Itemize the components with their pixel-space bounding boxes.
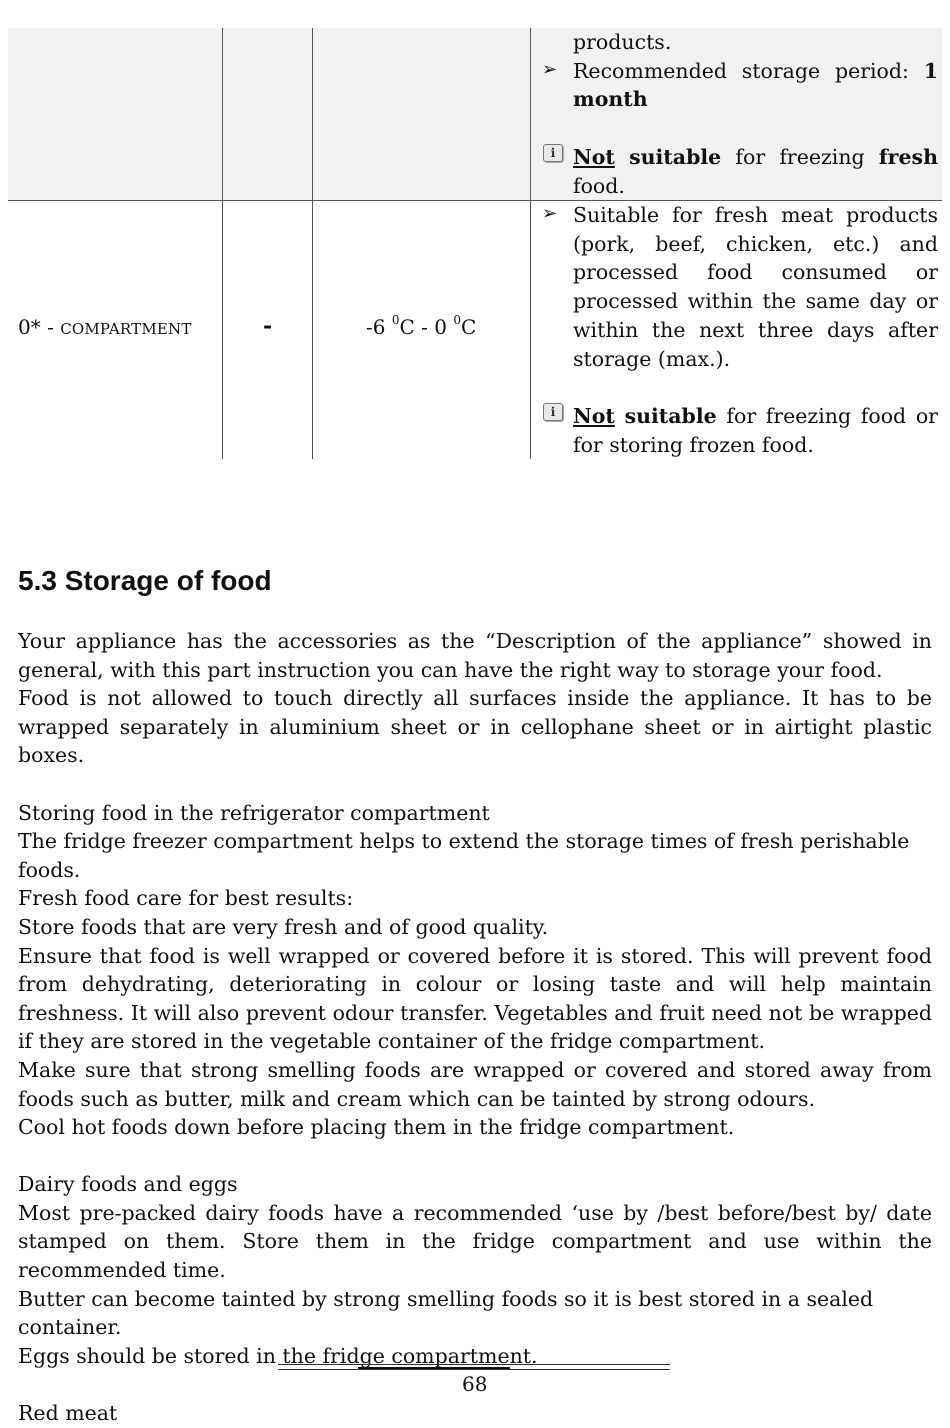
info-icon: i (543, 144, 563, 162)
info-icon: i (543, 403, 563, 421)
paragraph: Food is not allowed to touch directly all surfaces inside the appliance. It has to be wrapped separately in aluminium sheet or in cellophane sheet or in airtight plastic boxes. (18, 686, 932, 768)
degree-mark: 0 (391, 313, 400, 328)
storage-table (8, 28, 942, 459)
spacer (18, 1142, 932, 1171)
text-fragment: 0* - (18, 315, 61, 339)
text-line: products. (573, 30, 672, 54)
note-bold: suitable (624, 403, 717, 428)
text-line: (pork, beef, chicken, etc.) and (573, 231, 938, 256)
arrow-bullet-icon: ➢ (542, 59, 558, 80)
footer-divider (278, 1369, 670, 1370)
subheading: Storing food in the refrigerator compartment (18, 800, 490, 825)
text-fragment: Recommended storage period: (573, 58, 909, 83)
paragraph: Fresh food care for best results: (18, 886, 354, 911)
text-fragment: for freezing food or (726, 403, 938, 428)
column-divider (312, 28, 313, 459)
text-fragment: C - 0 (399, 315, 454, 339)
note-line (573, 143, 938, 172)
period-unit: month (573, 87, 648, 112)
paragraph: Your appliance has the accessories as the “Description of the appliance” showed in general, with this part instruction you can have the right way to storage your food. (18, 629, 932, 682)
section-heading: 5.3 Storage of food (18, 565, 272, 596)
spacer (573, 114, 938, 143)
column-divider (530, 28, 531, 459)
recommended-period-line (573, 57, 938, 86)
text-fragment: -6 (366, 315, 392, 339)
empty-value-dash: - (263, 313, 273, 339)
footer-divider (278, 1364, 670, 1365)
cell-continuation-text (573, 28, 938, 200)
paragraph: Cool hot foods down before placing them in the fridge compartment. (18, 1115, 735, 1140)
paragraph: Store foods that are very fresh and of good quality. (18, 914, 549, 939)
temperature-range (366, 315, 476, 339)
paragraph: The fridge freezer compartment helps to extend the storage times of fresh perishable foods. (18, 829, 910, 882)
subheading: Red meat (18, 1401, 118, 1426)
paragraph: Butter can become tainted by strong smelling foods so it is best stored in a sealed container. (18, 1286, 874, 1340)
arrow-bullet-icon: ➢ (542, 203, 558, 224)
text-line: for storing frozen food. (573, 432, 814, 457)
note-bold: suitable (629, 144, 722, 169)
paragraph: Ensure that food is well wrapped or covered before it is stored. This will prevent food from dehydrating, deteriorating in colour or losing taste and will help maintain freshness. It will also prevent odour transfer. Vegetables and fruit need not be wrapped if they are stored in the vegetable container of the fridge compartment. (18, 943, 932, 1054)
degree-mark: 0 (453, 313, 461, 328)
cell-description-text (573, 201, 938, 459)
paragraph: Most pre-packed dairy foods have a recommended ‘use by /best before/best by/ date stamped on them. Store them in the fridge compartment and use within the recommended time. (18, 1200, 932, 1283)
text-fragment: C (460, 315, 477, 339)
text-line: processed within the same day or (573, 289, 938, 314)
spacer (573, 373, 938, 402)
period-unit-line (573, 85, 938, 114)
note-line (573, 402, 938, 431)
paragraph: Eggs should be stored in the fridge compartment. (18, 1343, 538, 1368)
column-divider (222, 28, 223, 459)
note-emphasis: Not (573, 403, 615, 428)
text-line: storage (max.). (573, 346, 731, 371)
text-line: processed food consumed or (573, 260, 938, 285)
subheading: Dairy foods and eggs (18, 1172, 238, 1197)
spacer (18, 770, 932, 799)
text-fragment: COMPARTMENT (60, 320, 192, 338)
note-bold: fresh (878, 144, 938, 169)
note-emphasis: Not (573, 144, 615, 169)
compartment-name (18, 315, 192, 339)
period-value: 1 (923, 58, 938, 83)
text-fragment: for freezing (735, 144, 865, 169)
page-number: 68 (462, 1372, 488, 1396)
text-line: food. (573, 173, 625, 198)
section-body (18, 627, 932, 1428)
paragraph: Make sure that strong smelling foods are wrapped or covered and stored away from foods such as butter, milk and cream which can be tainted by strong odours. (18, 1057, 932, 1111)
text-line: Suitable for fresh meat products (573, 203, 938, 227)
text-line: within the next three days after (573, 317, 938, 342)
